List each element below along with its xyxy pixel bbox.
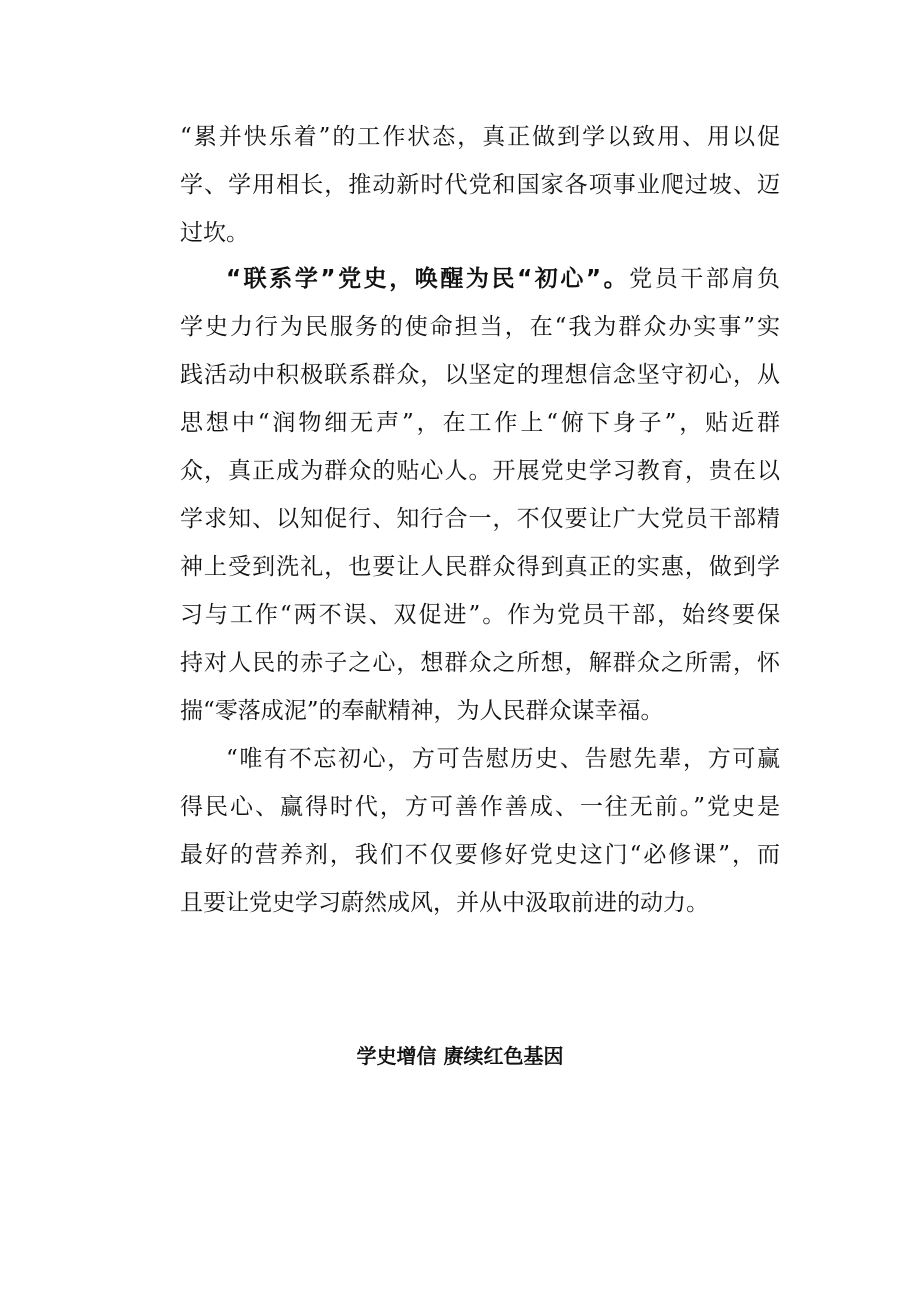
para2-line-5: 众，真正成为群众的贴心人。开展党史学习教育，贵在以 — [180, 458, 780, 484]
para2-line-1 — [226, 259, 780, 299]
para1-line-3: 过坎。 — [180, 220, 249, 246]
para2-line-6: 学求知、以知促行、知行合一，不仅要让广大党员干部精 — [180, 506, 780, 532]
para2-line-3: 践活动中积极联系群众，以坚定的理想信念坚守初心，从 — [180, 362, 780, 388]
para3-line-2: 得民心、赢得时代，方可善作善成、一往无前。”党史是 — [180, 794, 780, 820]
para1-line-2: 学、学用相长，推动新时代党和国家各项事业爬过坡、迈 — [180, 172, 780, 198]
section-subheading: 学史增信 赓续红色基因 — [356, 1044, 564, 1068]
para2-line-8: 习与工作“两不误、双促进”。作为党员干部，始终要保 — [180, 602, 780, 628]
para3-line-1: “唯有不忘初心，方可告慰历史、告慰先辈，方可赢 — [226, 746, 780, 772]
para2-lead-rest: 党员干部肩负 — [629, 266, 781, 292]
para2-line-4: 思想中“润物细无声”，在工作上“俯下身子”，贴近群 — [180, 410, 780, 436]
para3-line-4: 且要让党史学习蔚然成风，并从中汲取前进的动力。 — [180, 890, 709, 916]
para2-line-7: 神上受到洗礼，也要让人民群众得到真正的实惠，做到学 — [180, 554, 780, 580]
para1-line-1: “累并快乐着”的工作状态，真正做到学以致用、用以促 — [180, 124, 780, 150]
para3-line-3: 最好的营养剂，我们不仅要修好党史这门“必修课”，而 — [180, 842, 780, 868]
para2-line-10: 揣“零落成泥”的奉献精神，为人民群众谋幸福。 — [180, 698, 664, 724]
para2-bold-lead: “联系学”党史，唤醒为民“初心”。 — [226, 266, 630, 292]
para2-line-2: 学史力行为民服务的使命担当，在“我为群众办实事”实 — [180, 314, 780, 340]
para2-line-9: 持对人民的赤子之心，想群众之所想，解群众之所需，怀 — [180, 650, 780, 676]
